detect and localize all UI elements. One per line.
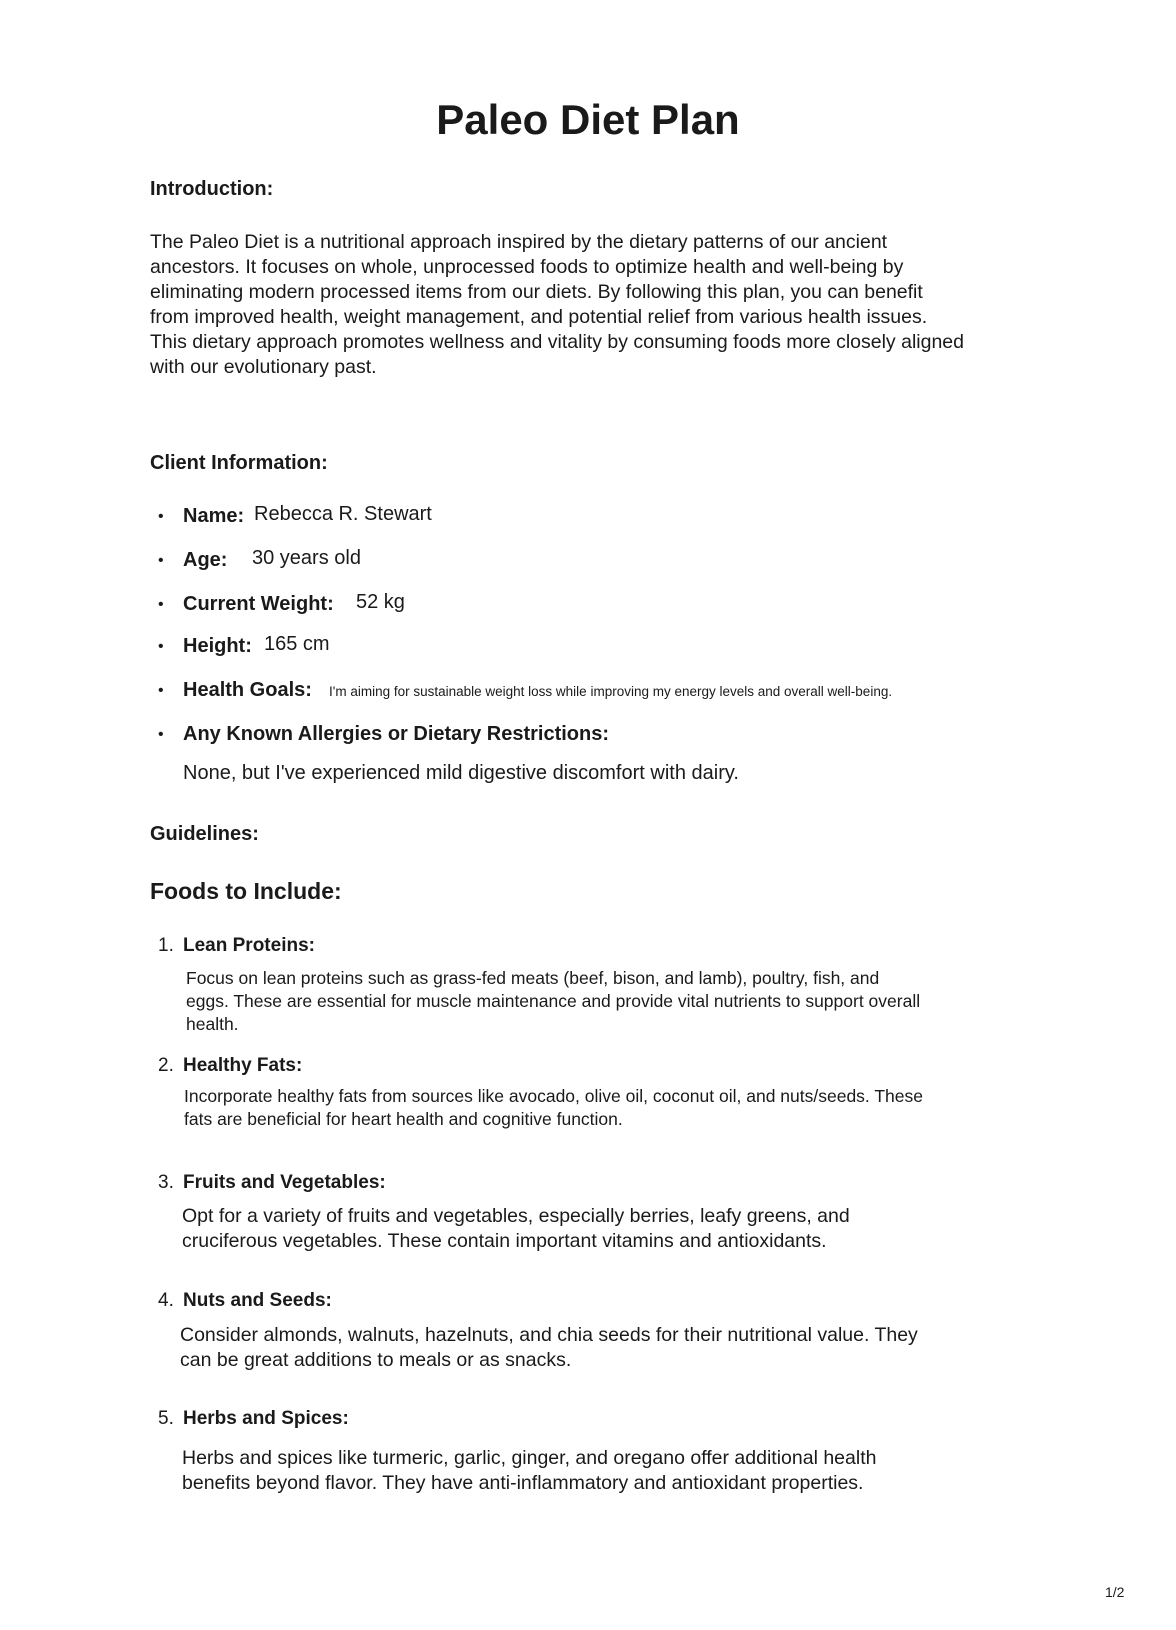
foods-to-include-heading: Foods to Include: xyxy=(150,878,342,904)
fruits-vegetables-description xyxy=(182,1204,850,1254)
introduction-heading: Introduction: xyxy=(150,178,274,200)
description-line: fats are beneficial for heart health and cognitive function. xyxy=(184,1109,623,1129)
intro-line: with our evolutionary past. xyxy=(150,356,377,378)
bullet-icon: • xyxy=(158,682,164,699)
health-goals-value: I'm aiming for sustainable weight loss while improving my energy levels and overall well-being. xyxy=(329,684,893,699)
page-title: Paleo Diet Plan xyxy=(436,96,740,143)
age-value: 30 years old xyxy=(252,547,361,569)
allergies-value: None, but I've experienced mild digestive discomfort with dairy. xyxy=(183,762,739,784)
height-value: 165 cm xyxy=(264,633,330,655)
bullet-icon: • xyxy=(158,552,164,569)
intro-line: The Paleo Diet is a nutritional approach inspired by the dietary patterns of our ancient xyxy=(150,231,888,253)
age-label: Age: xyxy=(183,549,228,571)
height-label: Height: xyxy=(183,635,252,657)
list-number: 2. xyxy=(158,1055,174,1076)
intro-line: ancestors. It focuses on whole, unprocessed foods to optimize health and well-being by xyxy=(150,256,904,278)
lean-proteins-description xyxy=(186,967,920,1036)
healthy-fats-title: Healthy Fats: xyxy=(183,1055,303,1076)
nuts-seeds-title: Nuts and Seeds: xyxy=(183,1290,332,1311)
client-info-heading: Client Information: xyxy=(150,452,328,474)
bullet-icon: • xyxy=(158,508,164,525)
description-line: can be great additions to meals or as snacks. xyxy=(180,1349,572,1371)
description-line: cruciferous vegetables. These contain important vitamins and antioxidants. xyxy=(182,1230,827,1252)
bullet-icon: • xyxy=(158,638,164,655)
nuts-seeds-description xyxy=(180,1323,918,1373)
description-line: Consider almonds, walnuts, hazelnuts, and chia seeds for their nutritional value. They xyxy=(180,1324,918,1346)
herbs-spices-description xyxy=(182,1446,876,1496)
herbs-spices-title: Herbs and Spices: xyxy=(183,1408,349,1429)
name-value: Rebecca R. Stewart xyxy=(254,503,432,525)
fruits-vegetables-title: Fruits and Vegetables: xyxy=(183,1172,386,1193)
list-number: 1. xyxy=(158,935,174,956)
list-number: 5. xyxy=(158,1408,174,1429)
bullet-icon: • xyxy=(158,596,164,613)
description-line: eggs. These are essential for muscle maintenance and provide vital nutrients to support overall xyxy=(186,991,921,1011)
guidelines-heading: Guidelines: xyxy=(150,823,259,845)
healthy-fats-description xyxy=(184,1085,923,1131)
description-line: Incorporate healthy fats from sources like avocado, olive oil, coconut oil, and nuts/seeds. These xyxy=(184,1086,923,1106)
description-line: Herbs and spices like turmeric, garlic, ginger, and oregano offer additional health xyxy=(182,1447,877,1469)
name-label: Name: xyxy=(183,505,245,527)
page-number: 1/2 xyxy=(1105,1584,1125,1600)
introduction-paragraph xyxy=(150,230,964,380)
description-line: Focus on lean proteins such as grass-fed meats (beef, bison, and lamb), poultry, fish, and xyxy=(186,968,880,988)
health-goals-label: Health Goals: xyxy=(183,679,312,701)
description-line: Opt for a variety of fruits and vegetables, especially berries, leafy greens, and xyxy=(182,1205,850,1227)
bullet-icon: • xyxy=(158,726,164,743)
description-line: health. xyxy=(186,1014,239,1034)
intro-line: eliminating modern processed items from our diets. By following this plan, you can benefit xyxy=(150,281,923,303)
lean-proteins-title: Lean Proteins: xyxy=(183,935,315,956)
weight-value: 52 kg xyxy=(356,591,405,613)
allergies-label: Any Known Allergies or Dietary Restrictions: xyxy=(183,723,610,745)
list-number: 4. xyxy=(158,1290,174,1311)
description-line: benefits beyond flavor. They have anti-inflammatory and antioxidant properties. xyxy=(182,1472,864,1494)
intro-line: This dietary approach promotes wellness and vitality by consuming foods more closely aligned xyxy=(150,331,964,353)
intro-line: from improved health, weight management, and potential relief from various health issues. xyxy=(150,306,928,328)
list-number: 3. xyxy=(158,1172,174,1193)
weight-label: Current Weight: xyxy=(183,593,334,615)
